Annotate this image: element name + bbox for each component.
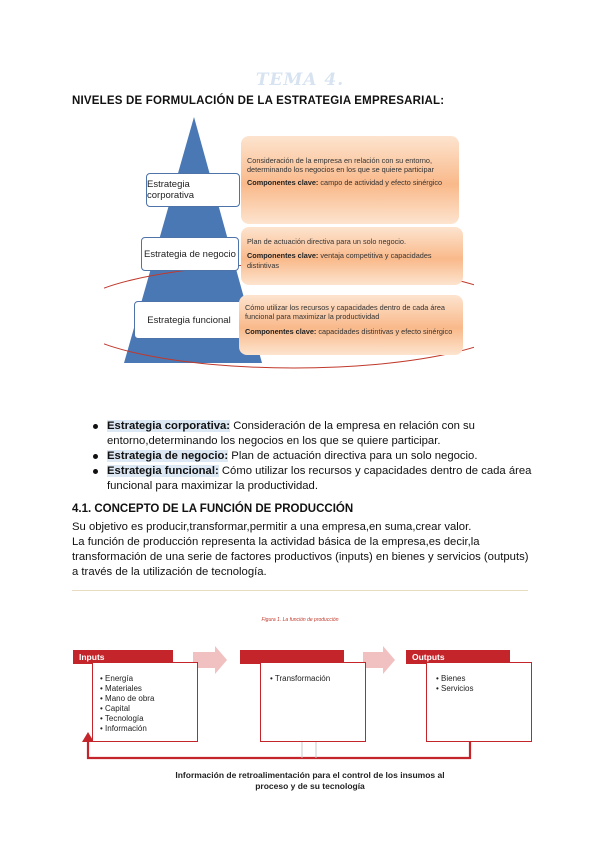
paragraph-definition: La función de producción representa la actividad básica de la empresa,es decir,la transformación de una serie de factores productivos (inputs) en bienes y servicios (outputs) a través de la utilización de tecnología. — [72, 536, 529, 578]
section-title: 4.1. CONCEPTO DE LA FUNCIÓN DE PRODUCCIÓN — [72, 503, 354, 515]
inputs-header: Inputs — [73, 650, 173, 664]
level-label-corporativa: Estrategia corporativa — [146, 173, 240, 207]
level-label-funcional: Estrategia funcional — [134, 301, 244, 339]
bullet-term: Estrategia corporativa: — [107, 420, 231, 432]
list-item — [93, 449, 533, 464]
level-desc-corporativa: Consideración de la empresa en relación con su entorno, determinando los negocios en los que se quiere participar Componentes clave: campo de actividad y efecto sinérgico — [241, 136, 459, 224]
bullet-text: Consideración de la empresa en relación con su entorno,determinando los negocios en los que se quiere participar. — [107, 420, 475, 447]
list-item: • Materiales — [100, 684, 142, 693]
figure-caption: Figura 1. La función de producción — [261, 617, 339, 623]
list-item — [93, 419, 533, 449]
divider — [72, 590, 528, 591]
arrow-right-icon — [193, 646, 227, 674]
feedback-loop-line — [88, 740, 470, 758]
bullet-icon — [93, 469, 98, 474]
level-desc-negocio: Plan de actuación directiva para un solo negocio. Componentes clave: ventaja competitiva y capacidades distintivas — [241, 227, 463, 285]
bullet-term: Estrategia funcional: — [107, 465, 219, 477]
level-desc-funcional: Cómo utilizar los recursos y capacidades dentro de cada área funcional para maximizar la productividad Componentes clave: capacidades distintivas y efecto sinérgico — [239, 295, 463, 355]
feedback-caption: Información de retroalimentación para el control de los insumos al proceso y de su tecnología — [175, 770, 445, 791]
list-item: • Servicios — [436, 684, 474, 693]
bullet-text: Plan de actuación directiva para un solo negocio. — [228, 450, 478, 462]
outputs-header: Outputs — [406, 650, 510, 664]
list-item: • Capital — [100, 704, 130, 713]
paragraph-objective: Su objetivo es producir,transformar,permitir a una empresa,en suma,crear valor. — [72, 521, 472, 533]
bullet-icon — [93, 424, 98, 429]
section-heading: NIVELES DE FORMULACIÓN DE LA ESTRATEGIA EMPRESARIAL: — [72, 95, 445, 107]
list-item: • Mano de obra — [100, 694, 155, 703]
list-item: • Información — [100, 724, 147, 733]
bullet-text: Cómo utilizar los recursos y capacidades dentro de cada área funcional para maximizar la productividad. — [107, 465, 532, 492]
bullet-term: Estrategia de negocio: — [107, 450, 229, 462]
strategy-bullet-list — [93, 419, 533, 494]
list-item: • Energía — [100, 674, 134, 683]
inputs-list — [100, 674, 154, 734]
arrow-right-icon — [363, 646, 395, 674]
outputs-list — [436, 674, 473, 694]
list-item: • Bienes — [436, 674, 466, 683]
list-item — [93, 464, 533, 494]
level-label-negocio: Estrategia de negocio — [141, 237, 239, 271]
process-list — [270, 674, 330, 684]
tema-title: TEMA 4. — [255, 70, 345, 90]
bullet-icon — [93, 454, 98, 459]
list-item: • Tecnología — [100, 714, 144, 723]
strategy-pyramid-figure — [104, 111, 474, 383]
list-item: • Transformación — [270, 674, 331, 683]
